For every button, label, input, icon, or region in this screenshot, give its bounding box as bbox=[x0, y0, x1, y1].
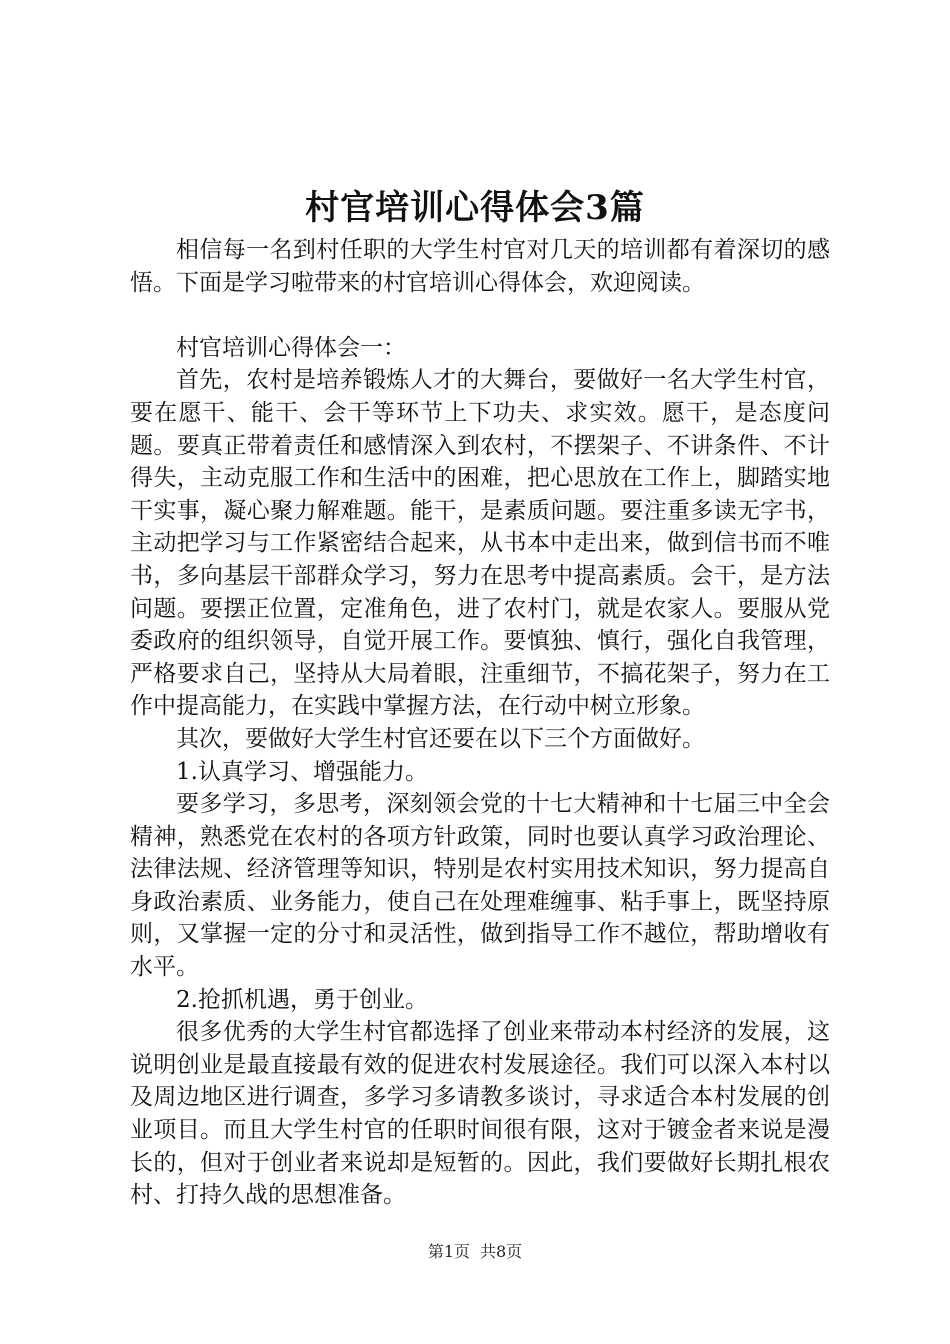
numbered-heading: 2.抢抓机遇，勇于创业。 bbox=[176, 986, 428, 1013]
section-heading: 村官培训心得体会一： bbox=[176, 334, 406, 361]
page-footer bbox=[0, 1242, 950, 1262]
page-total: 共8页 bbox=[480, 1242, 523, 1261]
document-body bbox=[130, 234, 830, 1212]
numbered-heading: 1.认真学习、增强能力。 bbox=[176, 758, 428, 785]
body-paragraph: 首先，农村是培养锻炼人才的大舞台，要做好一名大学生村官，要在愿干、能干、会干等环节上下功夫、求实效。愿干，是态度问题。要真正带着责任和感情深入到农村，不摆架子、不讲条件、不计得失，主动克服工作和生活中的困难，把心思放在工作上，脚踏实地干实事，凝心聚力解难题。能干，是素质问题。要注重多读无字书，主动把学习与工作紧密结合起来，从书本中走出来，做到信书而不唯书，多向基层干部群众学习，努力在思考中提高素质。会干，是方法问题。要摆正位置，定准角色，进了农村门，就是农家人。要服从党委政府的组织领导，自觉开展工作。要慎独、慎行，强化自我管理，严格要求自己，坚持从大局着眼，注重细节，不搞花架子，努力在工作中提高能力，在实践中掌握方法，在行动中树立形象。 bbox=[130, 367, 830, 720]
body-paragraph: 其次，要做好大学生村官还要在以下三个方面做好。 bbox=[176, 725, 705, 752]
body-paragraph: 很多优秀的大学生村官都选择了创业来带动本村经济的发展，这说明创业是最直接最有效的促进农村发展途径。我们可以深入本村以及周边地区进行调查，多学习多请教多谈讨，寻求适合本村发展的创业项目。而且大学生村官的任职时间很有限，这对于镀金者来说是漫长的，但对于创业者来说却是短暂的。因此，我们要做好长期扎根农村、打持久战的思想准备。 bbox=[130, 1019, 830, 1209]
page-number: 第1页 bbox=[427, 1242, 470, 1261]
document-title: 村官培训心得体会3篇 bbox=[305, 188, 645, 228]
intro-paragraph: 相信每一名到村任职的大学生村官对几天的培训都有着深切的感悟。下面是学习啦带来的村官培训心得体会，欢迎阅读。 bbox=[130, 237, 830, 296]
body-paragraph: 要多学习，多思考，深刻领会党的十七大精神和十七届三中全会精神，熟悉党在农村的各项方针政策，同时也要认真学习政治理论、法律法规、经济管理等知识，特别是农村实用技术知识，努力提高自身政治素质、业务能力，使自己在处理难缠事、粘手事上，既坚持原则，又掌握一定的分寸和灵活性，做到指导工作不越位，帮助增收有水平。 bbox=[130, 791, 830, 981]
